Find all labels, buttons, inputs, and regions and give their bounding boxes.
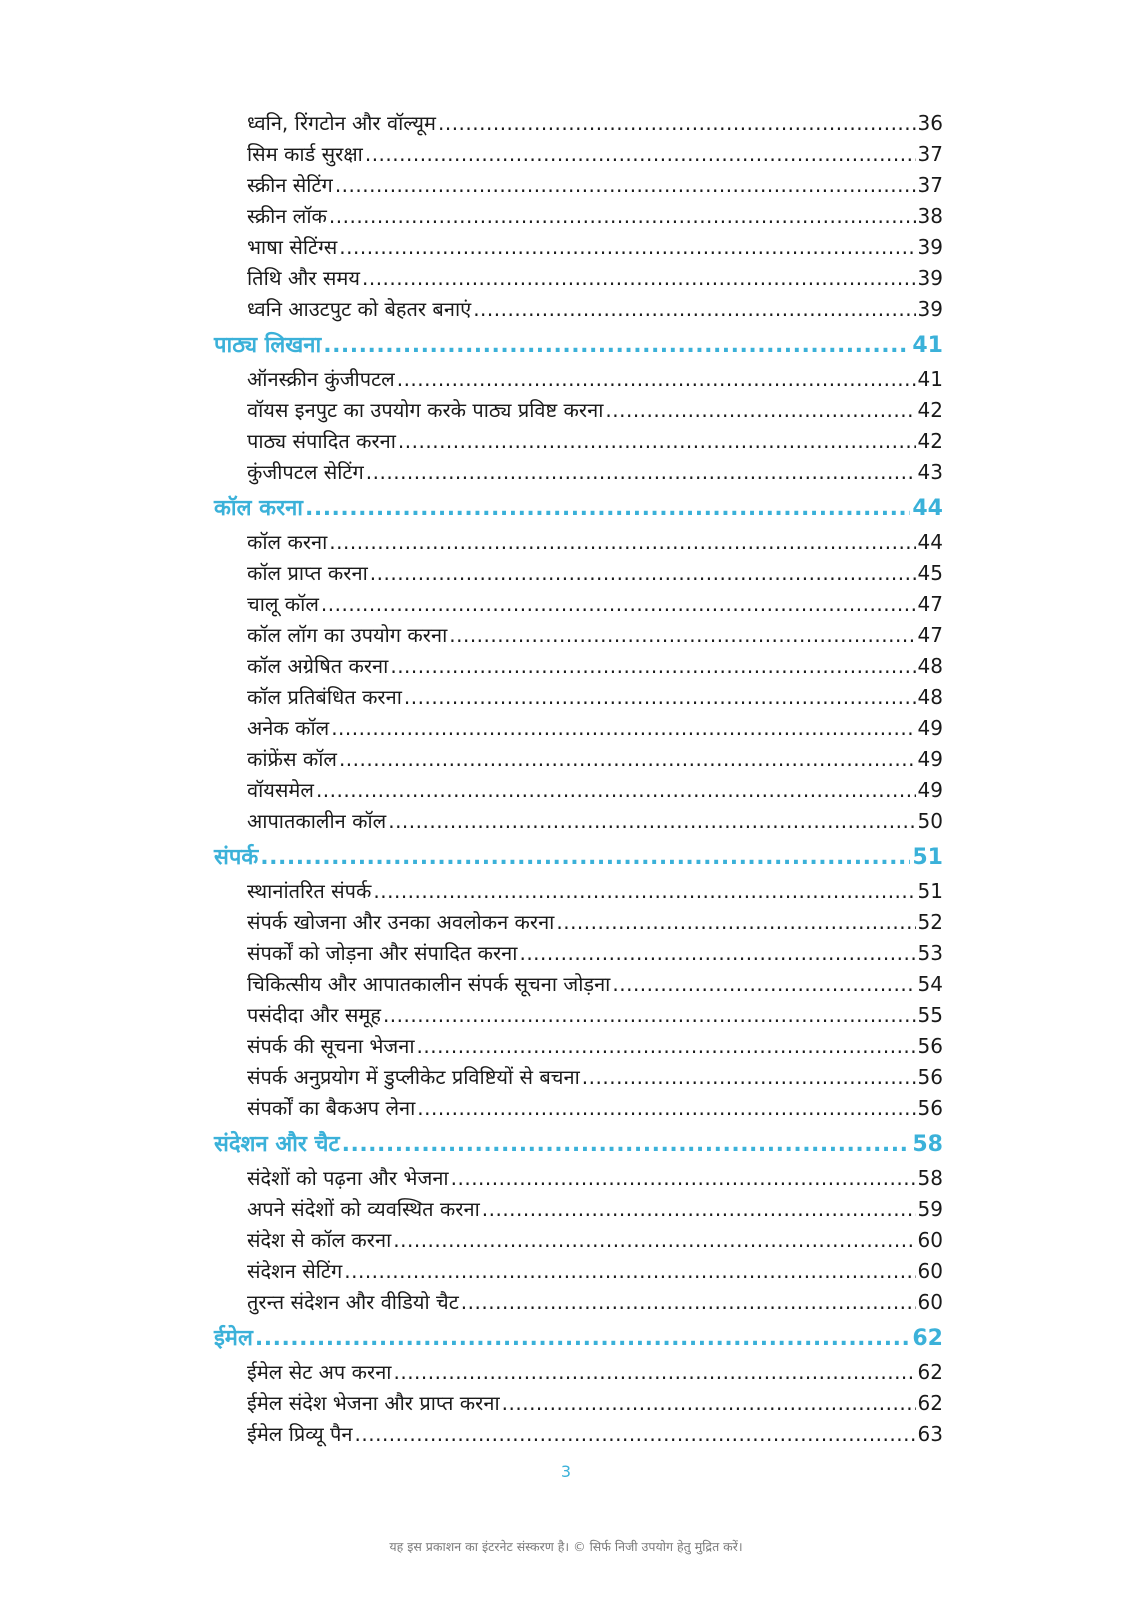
toc-entry-page: 58 [917, 1166, 943, 1190]
toc-entry[interactable] [214, 1388, 943, 1419]
toc-entry[interactable] [214, 938, 943, 969]
toc-entry-page: 52 [917, 910, 943, 934]
toc-dot-leader [393, 1357, 915, 1388]
toc-heading-title: संपर्क [214, 845, 259, 870]
toc-entry[interactable] [214, 1419, 943, 1450]
toc-entry[interactable] [214, 682, 943, 713]
toc-dot-leader [612, 969, 915, 1000]
toc-entry-title: चिकित्सीय और आपातकालीन संपर्क सूचना जोड़ना [247, 972, 611, 996]
toc-entry[interactable] [214, 1093, 943, 1124]
toc-entry-page: 62 [917, 1391, 943, 1415]
toc-entry-page: 50 [917, 809, 943, 833]
toc-entry-title: तुरन्त संदेशन और वीडियो चैट [247, 1290, 459, 1314]
toc-entry-page: 36 [917, 111, 943, 135]
toc-entry[interactable] [214, 1225, 943, 1256]
toc-dot-leader [417, 1031, 916, 1062]
toc-entry-title: कॉल करना [247, 530, 328, 554]
toc-entry-title: कॉल प्रतिबंधित करना [247, 685, 402, 709]
toc-entry[interactable] [214, 1194, 943, 1225]
toc-section-heading[interactable] [214, 1127, 943, 1163]
toc-entry-title: कॉल प्राप्त करना [247, 561, 368, 585]
toc-dot-leader [342, 1127, 911, 1163]
toc-entry-page: 41 [917, 367, 943, 391]
toc-heading-page: 41 [912, 333, 943, 358]
toc-entry-title: अपने संदेशों को व्यवस्थित करना [247, 1197, 480, 1221]
toc-heading-title: कॉल करना [214, 496, 303, 521]
toc-entry[interactable] [214, 620, 943, 651]
toc-entry[interactable] [214, 775, 943, 806]
toc-entry-title: सिम कार्ड सुरक्षा [247, 142, 363, 166]
toc-section [214, 840, 943, 1124]
toc-entry[interactable] [214, 589, 943, 620]
toc-entry-page: 49 [917, 716, 943, 740]
toc-entry-title: स्क्रीन लॉक [247, 204, 327, 228]
toc-entry-page: 55 [917, 1003, 943, 1027]
toc-section [214, 491, 943, 837]
toc-entry-title: कुंजीपटल सेटिंग [247, 460, 364, 484]
toc-entry-title: आपातकालीन कॉल [247, 809, 387, 833]
toc-dot-leader [329, 527, 915, 558]
toc-dot-leader [519, 938, 915, 969]
toc-entry[interactable] [214, 457, 943, 488]
toc-dot-leader [397, 364, 916, 395]
toc-entry-title: ध्वनि, रिंगटोन और वॉल्यूम [247, 111, 436, 135]
toc-entry-page: 56 [917, 1096, 943, 1120]
toc-entry-title: संपर्क अनुप्रयोग में डुप्लीकेट प्रविष्टियों से बचना [247, 1065, 580, 1089]
toc-entry-page: 60 [917, 1259, 943, 1283]
toc-dot-leader [373, 876, 915, 907]
toc-entry[interactable] [214, 876, 943, 907]
toc-dot-leader [383, 1000, 916, 1031]
toc-entry-page: 37 [917, 142, 943, 166]
toc-dot-leader [388, 806, 915, 837]
toc-dot-leader [305, 491, 910, 527]
toc-heading-title: संदेशन और चैट [214, 1132, 340, 1157]
toc-entry[interactable] [214, 651, 943, 682]
toc-dot-leader [556, 907, 915, 938]
toc-entry[interactable] [214, 1062, 943, 1093]
toc-entry-title: ईमेल सेट अप करना [247, 1360, 392, 1384]
toc-entry[interactable] [214, 263, 943, 294]
toc-entry-page: 62 [917, 1360, 943, 1384]
toc-entry-title: ईमेल प्रिव्यू पैन [247, 1422, 353, 1446]
toc-entry[interactable] [214, 139, 943, 170]
toc-dot-leader [393, 1225, 915, 1256]
toc-entry[interactable] [214, 806, 943, 837]
toc-entry[interactable] [214, 108, 943, 139]
toc-entry-page: 48 [917, 685, 943, 709]
toc-dot-leader [329, 201, 916, 232]
toc-dot-leader [370, 558, 916, 589]
toc-entry-title: कांफ्रेंस कॉल [247, 747, 337, 771]
toc-entry-page: 54 [917, 972, 943, 996]
toc-heading-page: 58 [912, 1132, 943, 1157]
toc-dot-leader [582, 1062, 916, 1093]
toc-entry[interactable] [214, 969, 943, 1000]
toc-section [214, 328, 943, 488]
toc-entry[interactable] [214, 1163, 943, 1194]
toc-entry[interactable] [214, 1031, 943, 1062]
toc-entry-page: 56 [917, 1065, 943, 1089]
toc-heading-page: 62 [912, 1326, 943, 1351]
toc-entry-title: संदेश से कॉल करना [247, 1228, 392, 1252]
toc-dot-leader [461, 1287, 916, 1318]
toc-entry-title: वॉयस इनपुट का उपयोग करके पाठ्य प्रविष्ट करना [247, 398, 604, 422]
toc-entry-page: 43 [917, 460, 943, 484]
toc-dot-leader [339, 232, 915, 263]
toc-entry-page: 47 [917, 623, 943, 647]
toc-entry[interactable] [214, 170, 943, 201]
toc-dot-leader [605, 395, 915, 426]
toc-dot-leader [398, 426, 916, 457]
toc-entry-page: 53 [917, 941, 943, 965]
toc-dot-leader [355, 1419, 916, 1450]
toc-entry-title: कॉल अग्रेषित करना [247, 654, 389, 678]
toc-entry-title: भाषा सेटिंग्स [247, 235, 338, 259]
toc-dot-leader [502, 1388, 916, 1419]
page-number: 3 [560, 1462, 572, 1481]
toc-dot-leader [335, 170, 916, 201]
table-of-contents [214, 108, 943, 1450]
toc-heading-title: ईमेल [214, 1326, 253, 1351]
toc-entry[interactable] [214, 744, 943, 775]
toc-heading-page: 51 [912, 845, 943, 870]
toc-entry-page: 45 [917, 561, 943, 585]
toc-entry[interactable] [214, 426, 943, 457]
toc-dot-leader [331, 713, 915, 744]
toc-section-heading[interactable] [214, 491, 943, 527]
toc-entry-title: अनेक कॉल [247, 716, 330, 740]
toc-heading-page: 44 [912, 496, 943, 521]
toc-entry-title: संपर्कों का बैकअप लेना [247, 1096, 416, 1120]
toc-entry-title: ऑनस्क्रीन कुंजीपटल [247, 367, 395, 391]
toc-entry-page: 37 [917, 173, 943, 197]
toc-entry-title: संदेशों को पढ़ना और भेजना [247, 1166, 449, 1190]
toc-dot-leader [390, 651, 915, 682]
toc-entry-page: 60 [917, 1228, 943, 1252]
toc-entry-page: 44 [917, 530, 943, 554]
toc-entry-title: तिथि और समय [247, 266, 360, 290]
toc-heading-title: पाठ्य लिखना [214, 333, 322, 358]
toc-dot-leader [255, 1321, 911, 1357]
toc-section-heading[interactable] [214, 1321, 943, 1357]
toc-dot-leader [404, 682, 916, 713]
toc-dot-leader [260, 840, 910, 876]
toc-entry[interactable] [214, 201, 943, 232]
toc-entry[interactable] [214, 907, 943, 938]
toc-entry[interactable] [214, 713, 943, 744]
toc-entry-title: वॉयसमेल [247, 778, 314, 802]
toc-entry-title: संदेशन सेटिंग [247, 1259, 343, 1283]
toc-section [214, 1127, 943, 1318]
footer-note: यह इस प्रकाशन का इंटरनेट संस्करण है। © सिर्फ निजी उपयोग हेतु मुद्रित करें। [389, 1539, 743, 1554]
toc-entry[interactable] [214, 1357, 943, 1388]
toc-entry-page: 51 [917, 879, 943, 903]
toc-entry-title: पाठ्य संपादित करना [247, 429, 396, 453]
toc-entry[interactable] [214, 558, 943, 589]
toc-entry-page: 39 [917, 266, 943, 290]
toc-entry-page: 47 [917, 592, 943, 616]
toc-entry-page: 42 [917, 398, 943, 422]
toc-dot-leader [449, 620, 915, 651]
toc-entry[interactable] [214, 527, 943, 558]
toc-entry-page: 39 [917, 297, 943, 321]
toc-dot-leader [451, 1163, 916, 1194]
toc-entry[interactable] [214, 395, 943, 426]
toc-section [214, 108, 943, 325]
toc-dot-leader [316, 775, 916, 806]
toc-section-heading[interactable] [214, 328, 943, 364]
toc-entry-title: ध्वनि आउटपुट को बेहतर बनाएं [247, 297, 472, 321]
toc-entry-page: 39 [917, 235, 943, 259]
toc-dot-leader [366, 457, 916, 488]
toc-entry-page: 38 [917, 204, 943, 228]
toc-entry-title: स्थानांतरित संपर्क [247, 879, 372, 903]
toc-entry[interactable] [214, 364, 943, 395]
toc-dot-leader [323, 328, 910, 364]
toc-entry[interactable] [214, 232, 943, 263]
toc-dot-leader [417, 1093, 915, 1124]
toc-dot-leader [365, 139, 916, 170]
toc-entry-page: 48 [917, 654, 943, 678]
toc-section-heading[interactable] [214, 840, 943, 876]
toc-entry[interactable] [214, 1000, 943, 1031]
toc-entry[interactable] [214, 1287, 943, 1318]
toc-entry-title: पसंदीदा और समूह [247, 1003, 381, 1027]
toc-entry-page: 56 [917, 1034, 943, 1058]
toc-entry-title: संपर्क की सूचना भेजना [247, 1034, 415, 1058]
toc-dot-leader [362, 263, 916, 294]
toc-entry[interactable] [214, 1256, 943, 1287]
toc-entry-title: संपर्क खोजना और उनका अवलोकन करना [247, 910, 555, 934]
toc-entry-page: 63 [917, 1422, 943, 1446]
toc-section [214, 1321, 943, 1450]
toc-entry-title: कॉल लॉग का उपयोग करना [247, 623, 448, 647]
toc-dot-leader [339, 744, 916, 775]
toc-entry-page: 60 [917, 1290, 943, 1314]
toc-entry-page: 49 [917, 778, 943, 802]
toc-dot-leader [344, 1256, 915, 1287]
toc-entry-title: संपर्कों को जोड़ना और संपादित करना [247, 941, 518, 965]
toc-dot-leader [473, 294, 915, 325]
toc-entry-page: 49 [917, 747, 943, 771]
toc-dot-leader [321, 589, 916, 620]
toc-entry-title: चालू कॉल [247, 592, 319, 616]
toc-entry[interactable] [214, 294, 943, 325]
toc-entry-page: 59 [917, 1197, 943, 1221]
toc-entry-title: स्क्रीन सेटिंग [247, 173, 333, 197]
toc-entry-title: ईमेल संदेश भेजना और प्राप्त करना [247, 1391, 500, 1415]
toc-entry-page: 42 [917, 429, 943, 453]
toc-dot-leader [482, 1194, 916, 1225]
toc-dot-leader [438, 108, 916, 139]
